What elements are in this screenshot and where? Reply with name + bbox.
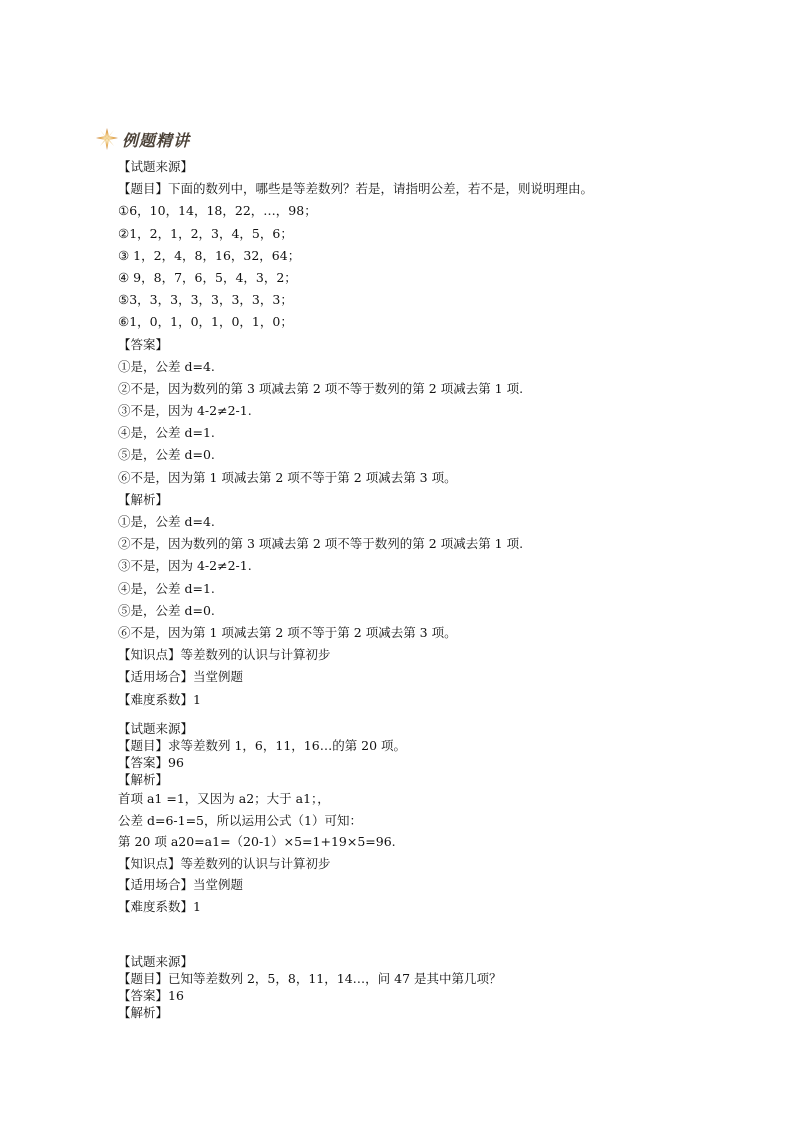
text-line: ②不是，因为数列的第 3 项减去第 2 项不等于数列的第 2 项减去第 1 项. [118, 536, 524, 552]
text-line: ④是，公差 d=1. [118, 580, 215, 596]
sparkle-star-icon [92, 126, 122, 152]
text-line: ④ 9，8，7，6，5，4，3，2； [118, 269, 297, 285]
text-line: 【答案】16 [118, 988, 184, 1003]
text-line: 【题目】下面的数列中，哪些是等差数列？若是，请指明公差，若不是，则说明理由。 [118, 181, 594, 197]
text-line: 【试题来源】 [118, 159, 194, 174]
text-line: ⑤是，公差 d=0. [118, 447, 215, 463]
text-line: ②不是，因为数列的第 3 项减去第 2 项不等于数列的第 2 项减去第 1 项. [118, 380, 524, 396]
text-line: ⑥不是，因为第 1 项减去第 2 项不等于第 2 项减去第 3 项。 [118, 469, 457, 485]
problem-2-solution [118, 788, 758, 917]
text-line: 【解析】 [118, 1005, 169, 1020]
text-line: ③不是，因为 4-2≠2-1. [118, 403, 252, 419]
text-line: 【题目】求等差数列 1，6，11，16…的第 20 项。 [118, 738, 407, 753]
text-line: ③ 1，2，4，8，16，32，64； [118, 247, 301, 263]
text-line: 【试题来源】 [118, 954, 194, 969]
text-line: ①是，公差 d=4. [118, 358, 215, 374]
text-line: ②1，2，1，2，3，4，5，6； [118, 225, 293, 241]
text-line: ⑤3，3，3，3，3，3，3，3； [118, 292, 293, 308]
problem-2-header [118, 720, 758, 788]
text-line: ⑥不是，因为第 1 项减去第 2 项不等于第 2 项减去第 3 项。 [118, 624, 457, 640]
text-line: ⑤是，公差 d=0. [118, 602, 215, 618]
text-line: 【解析】 [118, 772, 169, 787]
text-line: 公差 d=6-1=5，所以运用公式（1）可知： [118, 812, 362, 828]
text-line: 【适用场合】当堂例题 [118, 669, 244, 685]
text-line: 【题目】已知等差数列 2，5，8，11，14…，问 47 是其中第几项？ [118, 971, 502, 986]
text-line: 【知识点】等差数列的认识与计算初步 [118, 647, 331, 663]
text-line: 【答案】96 [118, 755, 184, 770]
text-line: 【知识点】等差数列的认识与计算初步 [118, 855, 331, 871]
text-line: 首项 a1 =1，又因为 a2；大于 a1；， [118, 791, 330, 806]
text-line: ①是，公差 d=4. [118, 514, 215, 529]
text-line: 【解析】 [118, 491, 169, 507]
section-heading [92, 126, 190, 152]
text-line: ⑥1，0，1，0，1，0，1，0； [118, 314, 293, 330]
text-line: 【答案】 [118, 336, 169, 352]
problem-1 [118, 156, 758, 711]
text-line: 第 20 项 a20=a1=（20-1）×5=1+19×5=96. [118, 834, 396, 849]
text-line: 【难度系数】1 [118, 691, 201, 707]
text-line: ④是，公差 d=1. [118, 425, 215, 441]
problem-3 [118, 953, 758, 1021]
text-line: 【难度系数】1 [118, 898, 201, 914]
text-line: ③不是，因为 4-2≠2-1. [118, 558, 252, 574]
section-title: 例题精讲 [122, 130, 191, 150]
text-line: 【适用场合】当堂例题 [118, 877, 244, 892]
text-line: ①6，10，14，18，22，…，98； [118, 203, 317, 219]
text-line: 【试题来源】 [118, 721, 194, 736]
